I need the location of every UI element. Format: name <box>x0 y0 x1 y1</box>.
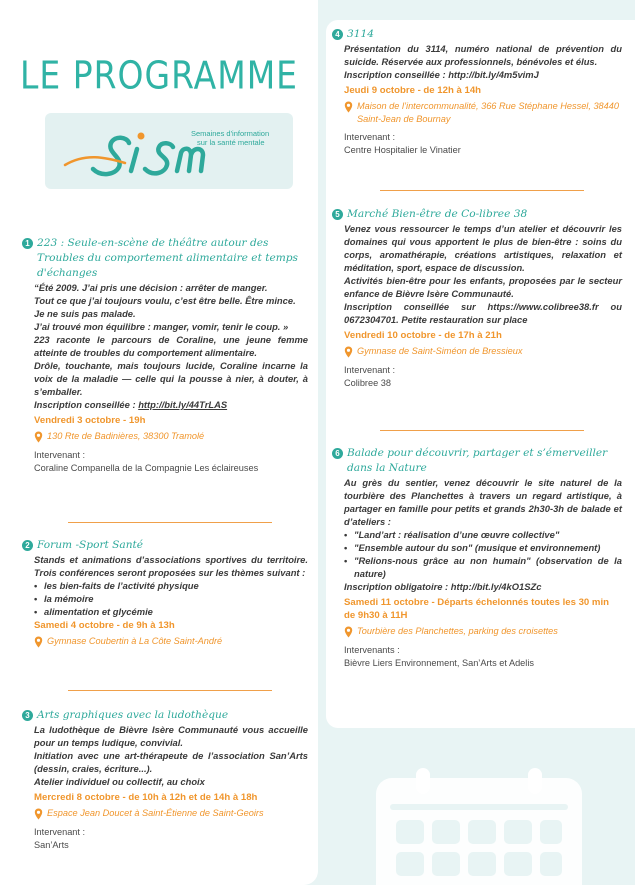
section-4-line: Inscription conseillée : http://bit.ly/4m5vimJ <box>344 69 539 80</box>
section-2-description <box>34 553 308 618</box>
section-3-heading <box>22 708 308 723</box>
list-item: • la mémoire <box>34 592 308 605</box>
logo-tagline-1: Semaines d'information <box>191 129 270 138</box>
location-pin-icon <box>34 808 43 820</box>
section-4-title: 3114 <box>347 28 374 40</box>
list-item: • alimentation et glycémie <box>34 605 308 618</box>
section-3-number: 3 <box>22 710 33 721</box>
section-3-title: Arts graphiques avec la ludothèque <box>37 709 229 721</box>
separator <box>68 522 272 523</box>
section-4-speaker: Centre Hospitalier le Vinatier <box>344 144 461 155</box>
section-1-line: Drôle, touchante, mais toujours lucide, Coraline incarne la voix de la maladie — celle qui la pousse à nier, à douter, à s’emballer. <box>34 360 308 397</box>
section-1 <box>22 236 308 474</box>
section-3-speaker-label: Intervenant : <box>34 827 86 837</box>
separator <box>380 430 584 431</box>
section-5-number: 5 <box>332 209 343 220</box>
location-pin-icon <box>34 431 43 443</box>
section-1-heading <box>22 236 308 281</box>
section-6-location-text: Tourbière des Planchettes, parking des croisettes <box>357 626 558 636</box>
section-6-intro: Au grès du sentier, venez découvrir le site naturel de la tourbière des Planchettes à travers un regard artistique, à partager en famille pour petits et grands 2h30-3h de balade et d’ateliers : <box>344 477 622 527</box>
section-5-location-text: Gymnase de Saint-Siméon de Bressieux <box>357 346 523 356</box>
section-3-description <box>34 723 308 788</box>
section-6-heading <box>332 446 622 476</box>
section-5-line: Inscription conseillée sur https://www.colibree38.fr ou 0672304701. Petite restauration sur place <box>344 301 622 325</box>
location-pin-icon <box>344 101 353 113</box>
section-3-location <box>34 807 308 820</box>
section-4-line: Présentation du 3114, numéro national de prévention du suicide. Réservée aux professionnels, bénévoles et élus. <box>344 43 622 67</box>
section-3 <box>22 708 308 851</box>
section-2 <box>22 538 308 648</box>
section-2-list <box>34 579 308 618</box>
section-4-speaker-label: Intervenant : <box>344 132 396 142</box>
sism-logo <box>45 113 293 189</box>
section-5-title: Marché Bien-être de Co-libree 38 <box>347 208 528 220</box>
section-6-speaker-label: Intervenants : <box>344 645 400 655</box>
page-title: LE PROGRAMME <box>19 53 299 98</box>
section-1-line: Je ne suis pas malade. <box>34 308 136 319</box>
section-3-line: Atelier individuel ou collectif, au choix <box>34 776 205 787</box>
separator <box>68 690 272 691</box>
list-item: • les bien-faits de l’activité physique <box>34 579 308 592</box>
section-5-description <box>344 222 622 326</box>
section-5-speaker: Colibree 38 <box>344 377 391 388</box>
section-1-line: J’ai trouvé mon équilibre : manger, vomir, tenir le coup. » <box>34 321 289 332</box>
section-6-location <box>344 625 622 638</box>
section-6 <box>332 446 622 669</box>
section-6-speaker: Bièvre Liers Environnement, San’Arts et Adelis <box>344 657 534 668</box>
logo-tagline-2: sur la santé mentale <box>197 138 265 147</box>
section-6-date: Samedi 11 octobre - Départs échelonnés toutes les 30 min de 9h30 à 11H <box>344 597 609 621</box>
list-item: • "Land’art : réalisation d’une œuvre collective" <box>344 528 622 541</box>
section-3-line: La ludothèque de Bièvre Isère Communauté vous accueille pour un temps ludique, convivial. <box>34 724 308 748</box>
section-6-list <box>344 528 622 580</box>
sism-logo-icon <box>45 113 293 189</box>
section-2-location-text: Gymnase Coubertin à La Côte Saint-André <box>47 636 223 646</box>
section-2-location <box>34 635 308 648</box>
section-1-line: 223 raconte le parcours de Coraline, une jeune femme atteinte de troubles du comportement alimentaire. <box>34 334 308 358</box>
section-4-number: 4 <box>332 29 343 40</box>
section-1-location-text: 130 Rte de Badinières, 38300 Tramolé <box>47 431 205 441</box>
location-pin-icon <box>344 626 353 638</box>
section-1-link-prefix: Inscription conseillée : <box>34 399 139 410</box>
section-6-title: Balade pour découvrir, partager et s’émerveiller dans la Nature <box>347 447 608 474</box>
section-5 <box>332 207 622 389</box>
section-3-speaker: San’Arts <box>34 839 69 850</box>
section-3-line: Initiation avec une art-thérapeute de l’association San’Arts (dessin, craies, écriture...). <box>34 750 308 774</box>
section-2-intro: Stands et animations d’associations sportives du territoire. Trois conférences seront proposées sur les thèmes suivant : <box>34 554 308 578</box>
section-1-location <box>34 430 308 443</box>
section-5-heading <box>332 207 622 222</box>
section-1-registration <box>34 398 308 411</box>
calendar-icon <box>376 768 582 885</box>
location-pin-icon <box>344 346 353 358</box>
list-item: • "Relions-nous grâce au non humain" (observation de la nature) <box>344 554 622 580</box>
section-2-number: 2 <box>22 540 33 551</box>
section-4-date: Jeudi 9 octobre - de 12h à 14h <box>344 85 482 96</box>
section-4-heading <box>332 27 622 42</box>
section-2-heading <box>22 538 308 553</box>
section-1-line: “Été 2009. J’ai pris une décision : arrêter de manger. <box>34 282 268 293</box>
section-1-number: 1 <box>22 238 33 249</box>
section-1-speaker-label: Intervenant : <box>34 450 86 460</box>
section-3-location-text: Espace Jean Doucet à Saint-Étienne de Saint-Geoirs <box>47 808 264 818</box>
section-4-location-text: Maison de l’intercommunalité, 366 Rue Stéphane Hessel, 38440 Saint-Jean de Bournay <box>357 101 620 124</box>
section-3-date: Mercredi 8 octobre - de 10h à 12h et de 14h à 18h <box>34 792 258 803</box>
section-4 <box>332 27 622 156</box>
section-4-location <box>344 100 622 125</box>
section-1-description <box>34 281 308 411</box>
section-1-title: 223 : Seule-en-scène de théâtre autour des Troubles du comportement alimentaire et temps d'échanges <box>37 237 298 279</box>
section-5-speaker-label: Intervenant : <box>344 365 396 375</box>
section-6-registration: Inscription obligatoire : http://bit.ly/4kO1SZc <box>344 581 542 592</box>
location-pin-icon <box>34 636 43 648</box>
section-5-location <box>344 345 622 358</box>
section-1-date: Vendredi 3 octobre - 19h <box>34 415 146 426</box>
section-2-title: Forum -Sport Santé <box>37 539 144 551</box>
section-5-date: Vendredi 10 octobre - de 17h à 21h <box>344 330 502 341</box>
section-1-link[interactable]: http://bit.ly/44TrLAS <box>138 399 228 410</box>
section-1-line: Tout ce que j’ai toujours voulu, c’est être belle. Être mince. <box>34 295 296 306</box>
section-4-description <box>344 42 622 81</box>
section-1-speaker: Coraline Companella de la Compagnie Les éclaireuses <box>34 462 259 473</box>
section-5-line: Venez vous ressourcer le temps d’un atelier et découvrir les domaines qui vous apportent le plus de bien-être : soins du corps, aromathérapie, créations artistiques, relaxation et méditation, sport, espace de discussion. <box>344 223 622 273</box>
section-2-date: Samedi 4 octobre - de 9h à 13h <box>34 620 175 631</box>
section-5-line: Activités bien-être pour les enfants, proposées par le secteur enfance de Bièvre Isère Communauté. <box>344 275 622 299</box>
section-6-description <box>344 476 622 593</box>
list-item: • "Ensemble autour du son" (musique et environnement) <box>344 541 622 554</box>
separator <box>380 190 584 191</box>
section-6-number: 6 <box>332 448 343 459</box>
